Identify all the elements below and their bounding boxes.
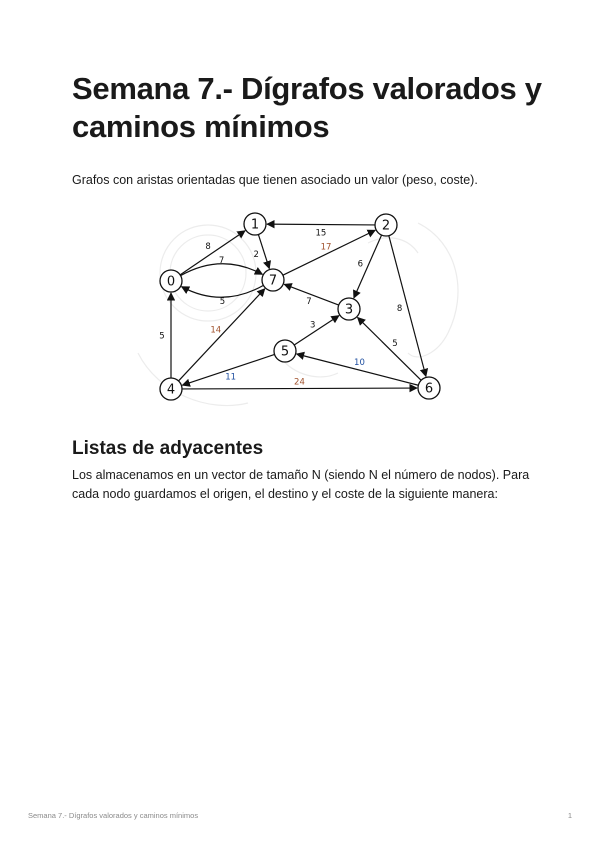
edge-weight-5-3: 3 <box>310 320 316 331</box>
footer-page-number: 1 <box>567 811 572 820</box>
edge-weight-2-1: 15 <box>315 228 327 239</box>
edge-weight-2-3: 6 <box>357 259 364 270</box>
edge-4-to-6 <box>182 388 417 389</box>
node-label-7: 7 <box>268 273 278 289</box>
section-paragraph: Los almacenamos en un vector de tamaño N (siendo N el número de nodos). Para cada nodo guardamos el origen, el destino y el coste de la siguiente manera: <box>72 468 530 501</box>
edge-weight-0-1: 8 <box>205 242 211 253</box>
footer-title: Semana 7.- Dígrafos valorados y caminos mínimos <box>28 811 199 820</box>
edge-weight-1-7: 2 <box>253 249 259 260</box>
node-2 <box>375 214 397 236</box>
edge-2-to-1 <box>267 224 375 225</box>
edge-weight-2-6: 8 <box>396 304 403 315</box>
edge-weight-6-3: 5 <box>392 339 398 350</box>
edge-weight-5-4: 11 <box>225 372 237 383</box>
page-title: Semana 7.- Dígrafos valorados y caminos mínimos <box>72 71 542 144</box>
edge-2-to-6 <box>389 236 426 377</box>
node-label-2: 2 <box>381 218 391 234</box>
edge-0-to-1 <box>180 231 245 275</box>
edge-weight-4-0: 5 <box>159 331 165 342</box>
edge-weight-0-7: 7 <box>218 256 225 267</box>
edge-6-to-3 <box>358 317 422 380</box>
edge-weight-4-7: 14 <box>210 325 222 336</box>
node-7 <box>262 269 284 291</box>
edge-weight-7-2: 17 <box>320 242 332 253</box>
node-6 <box>418 377 440 399</box>
node-label-4: 4 <box>166 382 176 398</box>
node-label-1: 1 <box>250 217 260 233</box>
edge-1-to-7 <box>258 234 269 268</box>
intro-paragraph: Grafos con aristas orientadas que tienen asociado un valor (peso, coste). <box>72 173 478 187</box>
edge-7-to-0 <box>182 285 264 297</box>
node-3 <box>338 298 360 320</box>
node-4 <box>160 378 182 400</box>
node-label-3: 3 <box>344 302 354 318</box>
node-1 <box>244 213 266 235</box>
node-0 <box>160 270 182 292</box>
edge-weight-7-0: 5 <box>219 296 226 307</box>
node-label-0: 0 <box>166 274 176 290</box>
node-label-5: 5 <box>280 344 290 360</box>
node-5 <box>274 340 296 362</box>
edge-5-to-3 <box>294 316 339 345</box>
weighted-digraph-figure <box>118 203 480 421</box>
digraph-svg <box>118 203 480 421</box>
node-label-6: 6 <box>424 381 434 397</box>
edge-weight-3-7: 7 <box>306 297 312 308</box>
section-heading: Listas de adyacentes <box>72 438 264 459</box>
edge-weight-6-5: 10 <box>354 357 365 368</box>
edge-weight-4-6: 24 <box>294 377 305 388</box>
